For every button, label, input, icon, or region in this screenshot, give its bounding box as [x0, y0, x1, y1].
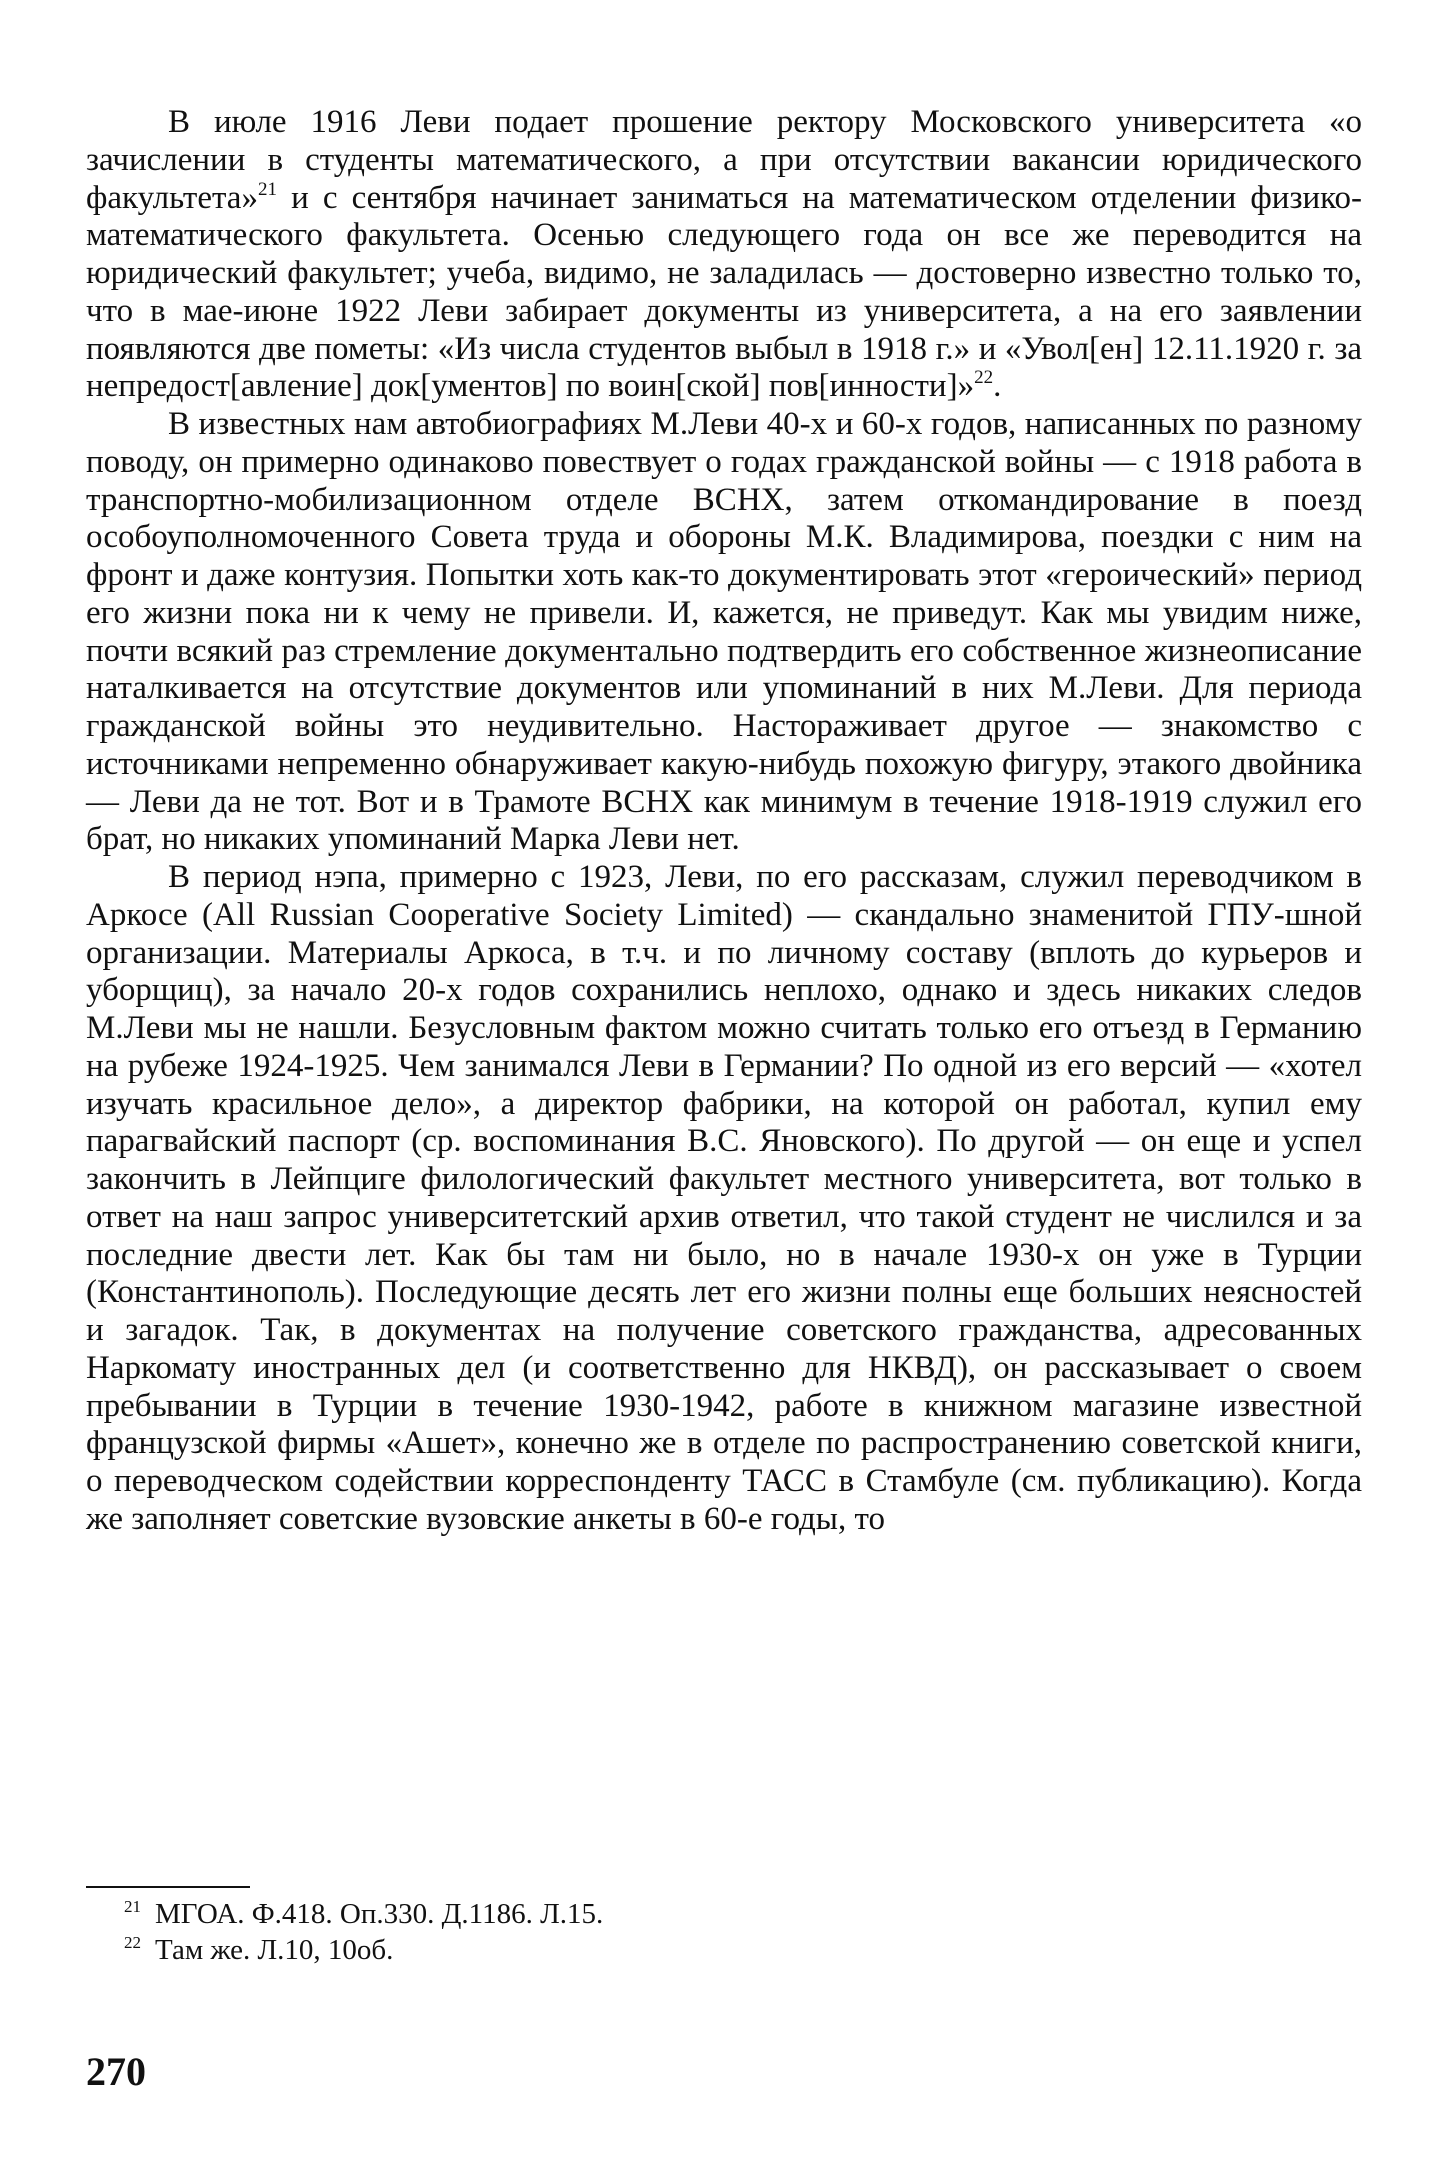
footnote-reference: 21: [257, 178, 277, 200]
page-number: 270: [86, 2049, 146, 2094]
footnotes: [124, 1896, 1124, 1968]
footnote-reference: 22: [974, 367, 994, 389]
footnote-number: 21: [124, 1897, 141, 1916]
paragraph-text: В известных нам автобиографиях М.Леви 40-х и 60-х годов, написанных по разному поводу, он примерно одинаково повествует о годах гражданской войны — с 1918 работа в транспортно-мобилизационном отделе ВСНХ, затем откомандирование в поезд особоуполномоченного Совета труда и обороны М.К. Владимирова, поездки с ним на фронт и даже контузия. Попытки хоть как-то документировать этот «героический» период его жизни пока ни к чему не привели. И, кажется, не приведут. Как мы увидим ниже, почти всякий раз стремление документально подтвердить его собственное жизнеописание наталкивается на отсутствие документов или упоминаний в них М.Леви. Для периода гражданской войны это неудивительно. Настораживает другое — знакомство с источниками непременно обнаруживает какую-нибудь похожую фигуру, этакого двойника — Леви да не тот. Вот и в Трамоте ВСНХ как минимум в течение 1918-1919 служил его брат, но никаких упоминаний Марка Леви нет.: [86, 406, 1362, 858]
footnote-text: Там же. Л.10, 10об.: [155, 1934, 394, 1966]
paragraph-text: В период нэпа, примерно с 1923, Леви, по его рассказам, служил переводчиком в Аркосе (All Russian Cooperative Society Limited) — скандально знаменитой ГПУ-шной организации. Материалы Аркоса, в т.ч. и по личному составу (вплоть до курьеров и уборщиц), за начало 20-х годов сохранились неплохо, однако и здесь никаких следов М.Леви мы не нашли. Безусловным фактом можно считать только его отъезд в Германию на рубеже 1924-1925. Чем занимался Леви в Германии? По одной из его версий — «хотел изучать красильное дело», а директор фабрики, на которой он работал, купил ему парагвайский паспорт (ср. воспоминания В.С. Яновского). По другой — он еще и успел закончить в Лейпциге филологический факультет местного университета, вот только в ответ на наш запрос университетский архив ответил, что такой студент не числился и за последние двести лет. Как бы там ни было, но в начале 1930-х он уже в Турции (Константинополь). Последующие десять лет его жизни полны еще больших неясностей и загадок. Так, в документах на получение советского гражданства, адресованных Наркомату иностранных дел (и соответственно для НКВД), он рассказывает о своем пребывании в Турции в течение 1930-1942, работе в книжном магазине известной французской фирмы «Ашет», конечно же в отделе по распространению советской книги, о переводческом содействии корреспонденту ТАСС в Стамбуле (см. публикацию). Когда же заполняет советские вузовские анкеты в 60-е годы, то: [86, 859, 1362, 1537]
paragraph: [86, 104, 1362, 406]
footnote-divider: [86, 1886, 250, 1888]
paragraph: [86, 859, 1362, 1539]
body-text: [86, 104, 1362, 1539]
paragraph-text: и с сентября начинает заниматься на математическом отделении физико-математического факультета. Осенью следующего года он все же переводится на юридический факультет; учеба, видимо, не заладилась — достоверно известно только то, что в мае-июне 1922 Леви забирает документы из университета, а на его заявлении появляются две пометы: «Из числа студентов выбыл в 1918 г.» и «Увол[ен] 12.11.1920 г. за непредост[авление] док[ументов] по воин[ской] пов[инности]»: [86, 179, 1362, 405]
footnote-number: 22: [124, 1933, 141, 1952]
paragraph-text: В июле 1916 Леви подает прошение ректору Московского университета «о зачислении в студенты математического, а при отсутствии вакансии юридического факультета»: [86, 104, 1362, 216]
footnote-22: [124, 1932, 1124, 1968]
paragraph: [86, 406, 1362, 859]
paragraph-text: .: [993, 368, 1002, 405]
footnote-text: МГОА. Ф.418. Оп.330. Д.1186. Л.15.: [155, 1898, 604, 1930]
footnote-21: [124, 1896, 1124, 1932]
